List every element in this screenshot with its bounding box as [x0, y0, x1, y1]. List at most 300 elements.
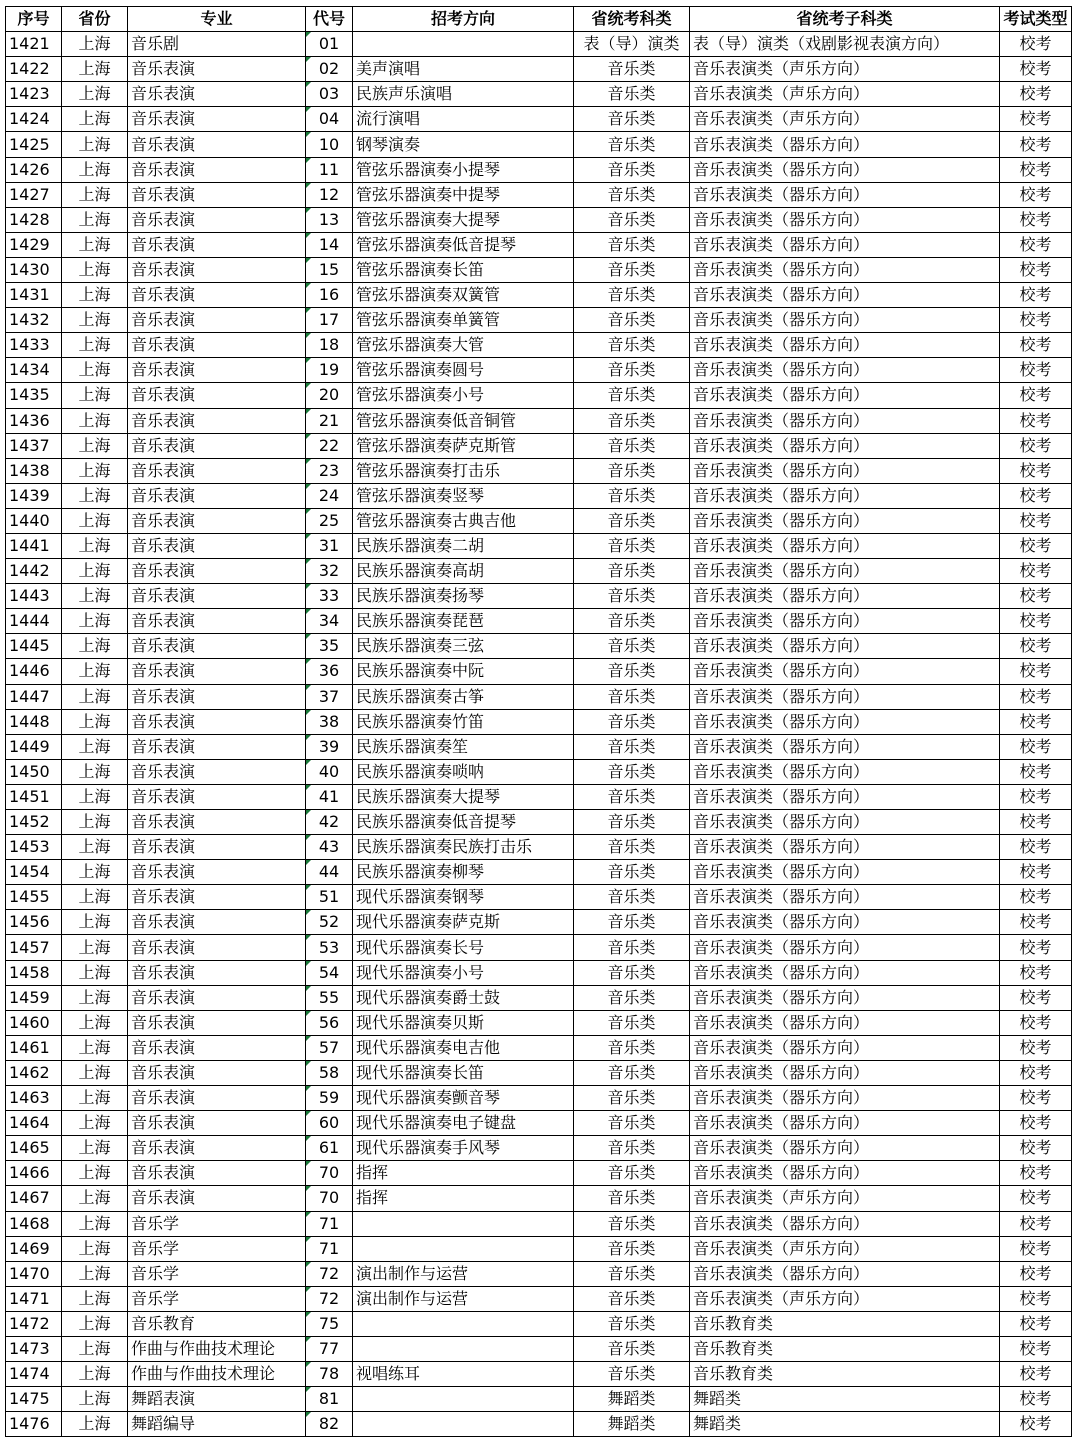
cell-direction: 民族乐器演奏古筝	[353, 684, 574, 709]
cell-exam-type: 校考	[1000, 32, 1072, 57]
cell-major: 音乐表演	[128, 408, 306, 433]
cell-direction: 现代乐器演奏电子键盘	[353, 1111, 574, 1136]
table-row	[6, 1311, 1072, 1336]
cell-direction: 现代乐器演奏爵士鼓	[353, 985, 574, 1010]
cell-exam-type: 校考	[1000, 1286, 1072, 1311]
cell-subcategory: 音乐表演类（器乐方向）	[690, 207, 1000, 232]
cell-subcategory: 音乐表演类（器乐方向）	[690, 433, 1000, 458]
cell-code: 71	[306, 1211, 353, 1236]
cell-direction: 流行演唱	[353, 107, 574, 132]
cell-code: 61	[306, 1136, 353, 1161]
cell-province: 上海	[62, 182, 128, 207]
table-row	[6, 709, 1072, 734]
cell-subcategory: 音乐表演类（器乐方向）	[690, 759, 1000, 784]
cell-direction: 民族声乐演唱	[353, 82, 574, 107]
cell-category: 音乐类	[574, 1086, 690, 1111]
cell-exam-type: 校考	[1000, 885, 1072, 910]
cell-province: 上海	[62, 960, 128, 985]
cell-category: 音乐类	[574, 107, 690, 132]
header-category: 省统考科类	[574, 7, 690, 32]
cell-major: 音乐表演	[128, 182, 306, 207]
cell-seq: 1452	[6, 810, 62, 835]
cell-seq: 1434	[6, 358, 62, 383]
cell-province: 上海	[62, 559, 128, 584]
cell-subcategory: 音乐表演类（器乐方向）	[690, 734, 1000, 759]
cell-code: 04	[306, 107, 353, 132]
table-row	[6, 885, 1072, 910]
cell-exam-type: 校考	[1000, 207, 1072, 232]
cell-category: 音乐类	[574, 383, 690, 408]
cell-code: 17	[306, 308, 353, 333]
cell-major: 音乐表演	[128, 358, 306, 383]
cell-exam-type: 校考	[1000, 1387, 1072, 1412]
cell-subcategory: 音乐表演类（器乐方向）	[690, 709, 1000, 734]
cell-direction: 管弦乐器演奏低音提琴	[353, 232, 574, 257]
cell-major: 音乐表演	[128, 910, 306, 935]
cell-subcategory: 音乐表演类（器乐方向）	[690, 634, 1000, 659]
cell-category: 音乐类	[574, 1035, 690, 1060]
cell-code: 39	[306, 734, 353, 759]
cell-province: 上海	[62, 1111, 128, 1136]
cell-code: 70	[306, 1186, 353, 1211]
cell-exam-type: 校考	[1000, 584, 1072, 609]
table-row	[6, 1261, 1072, 1286]
cell-subcategory: 音乐表演类（器乐方向）	[690, 684, 1000, 709]
cell-major: 音乐表演	[128, 709, 306, 734]
cell-major: 音乐教育	[128, 1311, 306, 1336]
cell-province: 上海	[62, 609, 128, 634]
cell-seq: 1440	[6, 508, 62, 533]
table-row	[6, 1086, 1072, 1111]
cell-major: 音乐表演	[128, 684, 306, 709]
cell-exam-type: 校考	[1000, 1362, 1072, 1387]
cell-category: 音乐类	[574, 885, 690, 910]
table-row	[6, 383, 1072, 408]
cell-major: 音乐表演	[128, 860, 306, 885]
cell-direction: 管弦乐器演奏古典吉他	[353, 508, 574, 533]
cell-major: 音乐表演	[128, 960, 306, 985]
cell-subcategory: 音乐表演类（器乐方向）	[690, 1211, 1000, 1236]
table-row	[6, 333, 1072, 358]
cell-exam-type: 校考	[1000, 483, 1072, 508]
cell-subcategory: 音乐表演类（器乐方向）	[690, 232, 1000, 257]
cell-code: 23	[306, 458, 353, 483]
cell-province: 上海	[62, 709, 128, 734]
table-row	[6, 207, 1072, 232]
table-row	[6, 107, 1072, 132]
cell-major: 音乐表演	[128, 1086, 306, 1111]
cell-seq: 1436	[6, 408, 62, 433]
cell-province: 上海	[62, 383, 128, 408]
cell-subcategory: 音乐表演类（器乐方向）	[690, 1086, 1000, 1111]
cell-province: 上海	[62, 458, 128, 483]
cell-exam-type: 校考	[1000, 1111, 1072, 1136]
cell-code: 51	[306, 885, 353, 910]
cell-subcategory: 音乐表演类（器乐方向）	[690, 308, 1000, 333]
cell-subcategory: 音乐表演类（声乐方向）	[690, 107, 1000, 132]
cell-seq: 1438	[6, 458, 62, 483]
cell-category: 音乐类	[574, 659, 690, 684]
cell-exam-type: 校考	[1000, 283, 1072, 308]
cell-code: 60	[306, 1111, 353, 1136]
table-row	[6, 1211, 1072, 1236]
cell-exam-type: 校考	[1000, 1035, 1072, 1060]
table-row	[6, 483, 1072, 508]
cell-subcategory: 音乐表演类（器乐方向）	[690, 584, 1000, 609]
cell-subcategory: 表（导）演类（戏剧影视表演方向）	[690, 32, 1000, 57]
cell-major: 音乐表演	[128, 784, 306, 809]
cell-direction: 现代乐器演奏颤音琴	[353, 1086, 574, 1111]
cell-exam-type: 校考	[1000, 659, 1072, 684]
cell-category: 音乐类	[574, 634, 690, 659]
cell-subcategory: 音乐表演类（器乐方向）	[690, 283, 1000, 308]
table-row	[6, 283, 1072, 308]
cell-major: 音乐表演	[128, 559, 306, 584]
cell-seq: 1468	[6, 1211, 62, 1236]
cell-category: 音乐类	[574, 784, 690, 809]
cell-direction: 民族乐器演奏笙	[353, 734, 574, 759]
cell-subcategory: 音乐表演类（器乐方向）	[690, 383, 1000, 408]
cell-seq: 1429	[6, 232, 62, 257]
cell-exam-type: 校考	[1000, 1412, 1072, 1437]
cell-code: 81	[306, 1387, 353, 1412]
cell-major: 音乐表演	[128, 759, 306, 784]
cell-direction: 现代乐器演奏小号	[353, 960, 574, 985]
cell-code: 21	[306, 408, 353, 433]
table-row	[6, 232, 1072, 257]
cell-subcategory: 音乐教育类	[690, 1311, 1000, 1336]
cell-exam-type: 校考	[1000, 1136, 1072, 1161]
cell-code: 72	[306, 1286, 353, 1311]
table-row	[6, 835, 1072, 860]
table-row	[6, 358, 1072, 383]
cell-major: 音乐表演	[128, 584, 306, 609]
cell-direction	[353, 1412, 574, 1437]
cell-code: 77	[306, 1336, 353, 1361]
cell-direction	[353, 32, 574, 57]
cell-exam-type: 校考	[1000, 985, 1072, 1010]
cell-major: 音乐表演	[128, 232, 306, 257]
cell-exam-type: 校考	[1000, 1186, 1072, 1211]
cell-category: 舞蹈类	[574, 1412, 690, 1437]
cell-major: 音乐表演	[128, 1161, 306, 1186]
cell-subcategory: 音乐表演类（器乐方向）	[690, 1136, 1000, 1161]
cell-seq: 1439	[6, 483, 62, 508]
cell-major: 音乐表演	[128, 383, 306, 408]
cell-category: 音乐类	[574, 810, 690, 835]
cell-exam-type: 校考	[1000, 1236, 1072, 1261]
cell-seq: 1464	[6, 1111, 62, 1136]
cell-direction: 管弦乐器演奏萨克斯管	[353, 433, 574, 458]
cell-code: 42	[306, 810, 353, 835]
cell-exam-type: 校考	[1000, 1086, 1072, 1111]
cell-subcategory: 音乐表演类（器乐方向）	[690, 533, 1000, 558]
cell-exam-type: 校考	[1000, 734, 1072, 759]
cell-province: 上海	[62, 1336, 128, 1361]
cell-subcategory: 音乐表演类（声乐方向）	[690, 1286, 1000, 1311]
cell-direction: 民族乐器演奏二胡	[353, 533, 574, 558]
header-code: 代号	[306, 7, 353, 32]
cell-direction: 钢琴演奏	[353, 132, 574, 157]
table-row	[6, 132, 1072, 157]
cell-code: 15	[306, 257, 353, 282]
cell-subcategory: 音乐教育类	[690, 1362, 1000, 1387]
cell-code: 03	[306, 82, 353, 107]
cell-subcategory: 舞蹈类	[690, 1387, 1000, 1412]
cell-exam-type: 校考	[1000, 408, 1072, 433]
cell-exam-type: 校考	[1000, 1060, 1072, 1085]
cell-major: 音乐表演	[128, 533, 306, 558]
cell-exam-type: 校考	[1000, 358, 1072, 383]
cell-major: 音乐表演	[128, 1186, 306, 1211]
cell-exam-type: 校考	[1000, 57, 1072, 82]
cell-subcategory: 舞蹈类	[690, 1412, 1000, 1437]
table-row	[6, 182, 1072, 207]
table-row	[6, 508, 1072, 533]
cell-province: 上海	[62, 684, 128, 709]
cell-direction: 管弦乐器演奏双簧管	[353, 283, 574, 308]
cell-category: 音乐类	[574, 157, 690, 182]
table-row	[6, 1111, 1072, 1136]
cell-category: 音乐类	[574, 1010, 690, 1035]
cell-province: 上海	[62, 207, 128, 232]
cell-code: 43	[306, 835, 353, 860]
cell-category: 音乐类	[574, 1362, 690, 1387]
cell-category: 音乐类	[574, 910, 690, 935]
cell-code: 13	[306, 207, 353, 232]
cell-category: 音乐类	[574, 483, 690, 508]
table-row	[6, 32, 1072, 57]
cell-code: 55	[306, 985, 353, 1010]
cell-seq: 1462	[6, 1060, 62, 1085]
cell-category: 音乐类	[574, 759, 690, 784]
cell-subcategory: 音乐表演类（器乐方向）	[690, 1035, 1000, 1060]
cell-subcategory: 音乐表演类（器乐方向）	[690, 935, 1000, 960]
cell-major: 音乐学	[128, 1211, 306, 1236]
cell-province: 上海	[62, 533, 128, 558]
cell-seq: 1428	[6, 207, 62, 232]
cell-seq: 1427	[6, 182, 62, 207]
cell-subcategory: 音乐表演类（器乐方向）	[690, 508, 1000, 533]
header-direction: 招考方向	[353, 7, 574, 32]
cell-direction: 管弦乐器演奏单簧管	[353, 308, 574, 333]
cell-subcategory: 音乐表演类（声乐方向）	[690, 1186, 1000, 1211]
cell-code: 53	[306, 935, 353, 960]
cell-direction: 民族乐器演奏大提琴	[353, 784, 574, 809]
table-row	[6, 433, 1072, 458]
cell-seq: 1473	[6, 1336, 62, 1361]
cell-province: 上海	[62, 1362, 128, 1387]
cell-direction: 管弦乐器演奏大提琴	[353, 207, 574, 232]
cell-code: 75	[306, 1311, 353, 1336]
cell-subcategory: 音乐教育类	[690, 1336, 1000, 1361]
cell-direction: 民族乐器演奏中阮	[353, 659, 574, 684]
cell-direction: 现代乐器演奏手风琴	[353, 1136, 574, 1161]
cell-direction: 管弦乐器演奏大管	[353, 333, 574, 358]
cell-province: 上海	[62, 784, 128, 809]
cell-province: 上海	[62, 860, 128, 885]
cell-exam-type: 校考	[1000, 458, 1072, 483]
cell-code: 25	[306, 508, 353, 533]
cell-major: 音乐表演	[128, 734, 306, 759]
cell-exam-type: 校考	[1000, 182, 1072, 207]
cell-code: 32	[306, 559, 353, 584]
cell-major: 音乐表演	[128, 985, 306, 1010]
cell-exam-type: 校考	[1000, 107, 1072, 132]
admissions-table	[5, 6, 1072, 1437]
cell-category: 音乐类	[574, 709, 690, 734]
cell-province: 上海	[62, 885, 128, 910]
cell-seq: 1459	[6, 985, 62, 1010]
cell-code: 41	[306, 784, 353, 809]
table-row	[6, 1412, 1072, 1437]
table-row	[6, 57, 1072, 82]
cell-code: 36	[306, 659, 353, 684]
table-row	[6, 784, 1072, 809]
cell-code: 40	[306, 759, 353, 784]
cell-code: 37	[306, 684, 353, 709]
cell-subcategory: 音乐表演类（器乐方向）	[690, 609, 1000, 634]
cell-category: 音乐类	[574, 1161, 690, 1186]
cell-exam-type: 校考	[1000, 835, 1072, 860]
cell-subcategory: 音乐表演类（器乐方向）	[690, 458, 1000, 483]
cell-province: 上海	[62, 1035, 128, 1060]
cell-exam-type: 校考	[1000, 910, 1072, 935]
cell-code: 34	[306, 609, 353, 634]
cell-code: 58	[306, 1060, 353, 1085]
cell-seq: 1426	[6, 157, 62, 182]
table-row	[6, 257, 1072, 282]
cell-province: 上海	[62, 835, 128, 860]
cell-province: 上海	[62, 483, 128, 508]
cell-direction	[353, 1236, 574, 1261]
cell-seq: 1474	[6, 1362, 62, 1387]
cell-seq: 1463	[6, 1086, 62, 1111]
cell-major: 音乐表演	[128, 1060, 306, 1085]
cell-seq: 1458	[6, 960, 62, 985]
cell-direction: 现代乐器演奏电吉他	[353, 1035, 574, 1060]
cell-direction: 民族乐器演奏竹笛	[353, 709, 574, 734]
cell-province: 上海	[62, 333, 128, 358]
cell-exam-type: 校考	[1000, 709, 1072, 734]
cell-code: 54	[306, 960, 353, 985]
cell-exam-type: 校考	[1000, 634, 1072, 659]
cell-direction: 现代乐器演奏钢琴	[353, 885, 574, 910]
cell-major: 音乐剧	[128, 32, 306, 57]
cell-major: 音乐表演	[128, 82, 306, 107]
cell-code: 02	[306, 57, 353, 82]
cell-province: 上海	[62, 1010, 128, 1035]
cell-subcategory: 音乐表演类（器乐方向）	[690, 483, 1000, 508]
cell-subcategory: 音乐表演类（器乐方向）	[690, 985, 1000, 1010]
cell-seq: 1461	[6, 1035, 62, 1060]
cell-major: 作曲与作曲技术理论	[128, 1362, 306, 1387]
cell-category: 音乐类	[574, 1311, 690, 1336]
cell-subcategory: 音乐表演类（器乐方向）	[690, 358, 1000, 383]
cell-province: 上海	[62, 1161, 128, 1186]
cell-province: 上海	[62, 283, 128, 308]
cell-exam-type: 校考	[1000, 1161, 1072, 1186]
cell-category: 舞蹈类	[574, 1387, 690, 1412]
cell-seq: 1454	[6, 860, 62, 885]
cell-seq: 1432	[6, 308, 62, 333]
cell-category: 音乐类	[574, 1286, 690, 1311]
cell-category: 音乐类	[574, 182, 690, 207]
cell-subcategory: 音乐表演类（器乐方向）	[690, 257, 1000, 282]
cell-subcategory: 音乐表演类（器乐方向）	[690, 333, 1000, 358]
cell-direction: 视唱练耳	[353, 1362, 574, 1387]
cell-province: 上海	[62, 910, 128, 935]
table-row	[6, 985, 1072, 1010]
cell-province: 上海	[62, 584, 128, 609]
cell-seq: 1445	[6, 634, 62, 659]
cell-major: 音乐表演	[128, 333, 306, 358]
cell-seq: 1444	[6, 609, 62, 634]
cell-code: 20	[306, 383, 353, 408]
cell-major: 音乐表演	[128, 659, 306, 684]
cell-subcategory: 音乐表演类（器乐方向）	[690, 960, 1000, 985]
cell-direction: 管弦乐器演奏中提琴	[353, 182, 574, 207]
cell-category: 音乐类	[574, 835, 690, 860]
cell-code: 52	[306, 910, 353, 935]
cell-seq: 1442	[6, 559, 62, 584]
cell-province: 上海	[62, 659, 128, 684]
cell-direction: 演出制作与运营	[353, 1261, 574, 1286]
cell-seq: 1466	[6, 1161, 62, 1186]
cell-category: 音乐类	[574, 533, 690, 558]
cell-major: 音乐表演	[128, 257, 306, 282]
table-row	[6, 1286, 1072, 1311]
cell-subcategory: 音乐表演类（器乐方向）	[690, 784, 1000, 809]
table-row	[6, 684, 1072, 709]
table-row	[6, 609, 1072, 634]
cell-exam-type: 校考	[1000, 132, 1072, 157]
cell-category: 音乐类	[574, 1111, 690, 1136]
cell-category: 音乐类	[574, 960, 690, 985]
cell-seq: 1423	[6, 82, 62, 107]
cell-major: 音乐学	[128, 1261, 306, 1286]
cell-category: 音乐类	[574, 1136, 690, 1161]
cell-major: 音乐表演	[128, 1111, 306, 1136]
cell-subcategory: 音乐表演类（声乐方向）	[690, 1236, 1000, 1261]
cell-exam-type: 校考	[1000, 784, 1072, 809]
cell-direction: 管弦乐器演奏圆号	[353, 358, 574, 383]
cell-province: 上海	[62, 57, 128, 82]
cell-exam-type: 校考	[1000, 82, 1072, 107]
cell-exam-type: 校考	[1000, 308, 1072, 333]
header-row	[6, 7, 1072, 32]
table-row	[6, 1161, 1072, 1186]
cell-seq: 1455	[6, 885, 62, 910]
cell-subcategory: 音乐表演类（器乐方向）	[690, 1010, 1000, 1035]
cell-province: 上海	[62, 1286, 128, 1311]
cell-exam-type: 校考	[1000, 157, 1072, 182]
cell-code: 16	[306, 283, 353, 308]
cell-province: 上海	[62, 1211, 128, 1236]
cell-code: 38	[306, 709, 353, 734]
cell-category: 音乐类	[574, 57, 690, 82]
cell-direction: 现代乐器演奏萨克斯	[353, 910, 574, 935]
cell-exam-type: 校考	[1000, 860, 1072, 885]
cell-exam-type: 校考	[1000, 759, 1072, 784]
cell-category: 音乐类	[574, 734, 690, 759]
cell-seq: 1456	[6, 910, 62, 935]
cell-category: 音乐类	[574, 684, 690, 709]
cell-exam-type: 校考	[1000, 257, 1072, 282]
cell-exam-type: 校考	[1000, 383, 1072, 408]
cell-category: 表（导）演类	[574, 32, 690, 57]
cell-subcategory: 音乐表演类（器乐方向）	[690, 885, 1000, 910]
